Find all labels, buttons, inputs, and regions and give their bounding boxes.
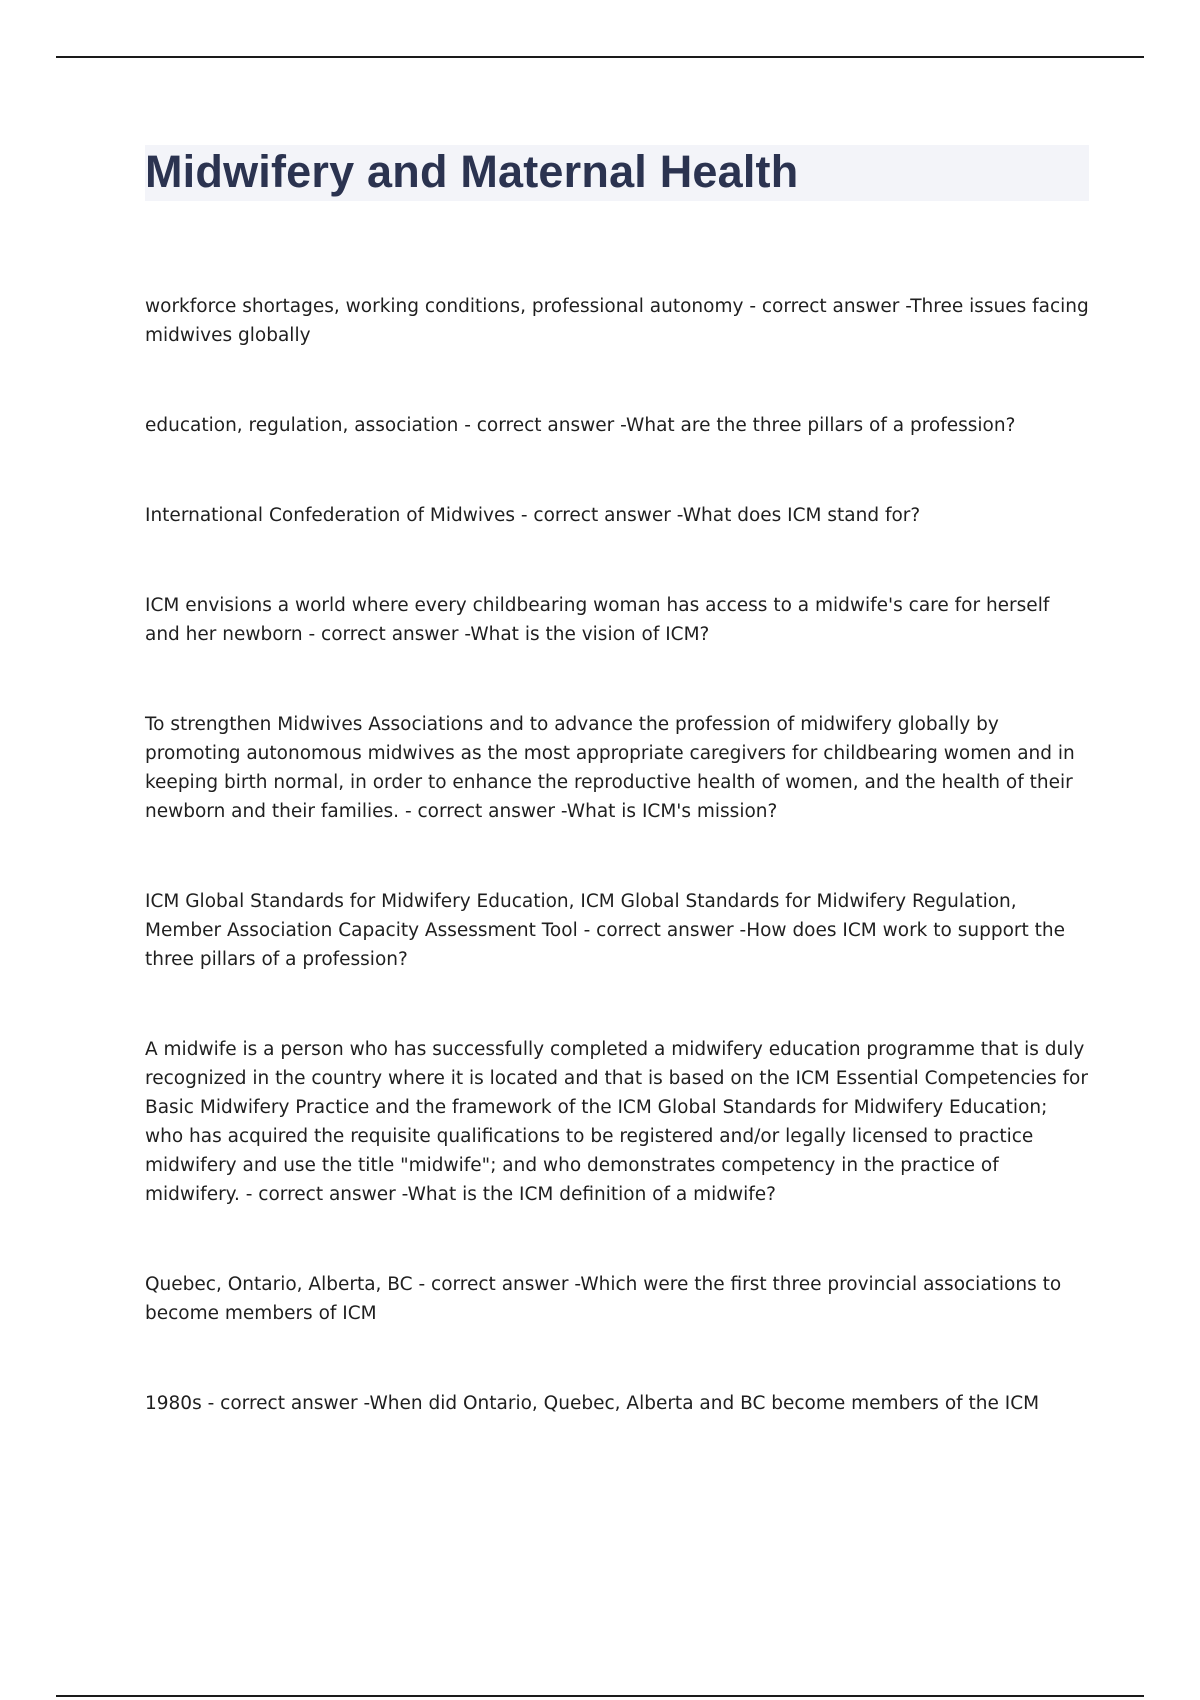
answer-text: ICM envisions a world where every childbearing woman has access to a midwife's care for herself and her newborn <box>145 595 1050 645</box>
top-rule <box>56 56 1144 58</box>
question-text: Three issues facing midwives globally <box>145 296 1089 346</box>
answer-text: International Confederation of Midwives <box>145 505 515 526</box>
answer-text: ICM Global Standards for Midwifery Education, ICM Global Standards for Midwifery Regulation, Member Association Capacity Assessment Tool <box>145 891 1017 941</box>
question-text: Which were the first three provincial associations to become members of ICM <box>145 1274 1062 1324</box>
answer-separator: - correct answer - <box>399 801 567 822</box>
answer-separator: - correct answer - <box>239 1184 408 1205</box>
question-text: What are the three pillars of a profession? <box>626 415 1016 436</box>
answer-text: 1980s <box>145 1393 202 1414</box>
answer-text: To strengthen Midwives Associations and to advance the profession of midwifery globally by promoting autonomous midwives as the most appropriate caregivers for childbearing women and in keeping birth normal, in order to enhance the reproductive health of women, and the health of their newborn and their families. <box>145 714 1075 822</box>
bottom-rule <box>56 1695 1144 1697</box>
answer-text: education, regulation, association <box>145 415 459 436</box>
answer-separator: - correct answer - <box>412 1274 581 1295</box>
answer-separator: - correct answer - <box>743 296 911 317</box>
question-text: What does ICM stand for? <box>682 505 921 526</box>
page-title: Midwifery and Maternal Health <box>145 146 799 197</box>
qa-entry-4 <box>145 591 1090 649</box>
question-text: When did Ontario, Quebec, Alberta and BC become members of the ICM <box>369 1393 1040 1414</box>
answer-separator: - correct answer - <box>458 415 627 436</box>
question-text: What is the ICM definition of a midwife? <box>407 1184 776 1205</box>
qa-entry-7 <box>145 1035 1090 1209</box>
qa-entry-2 <box>145 411 1090 440</box>
answer-text: A midwife is a person who has successfully completed a midwifery education programme that is duly recognized in the country where it is located and that is based on the ICM Essential Competencies for Basic Midwifery Practice and the framework of the ICM Global Standards for Midwifery Education; who has acquired the requisite qualifications to be registered and/or legally licensed to practice midwifery and use the title "midwife"; and who demonstrates competency in the practice of midwifery. <box>145 1039 1088 1205</box>
answer-text: workforce shortages, working conditions, professional autonomy <box>145 296 744 317</box>
qa-list <box>145 292 1090 1418</box>
qa-entry-9 <box>145 1389 1090 1418</box>
qa-entry-5 <box>145 710 1090 826</box>
question-text: What is ICM's mission? <box>566 801 778 822</box>
answer-separator: - correct answer - <box>577 920 747 941</box>
question-text: How does ICM work to support the three pillars of a profession? <box>145 920 1065 970</box>
qa-entry-8 <box>145 1270 1090 1328</box>
answer-text: Quebec, Ontario, Alberta, BC <box>145 1274 413 1295</box>
answer-separator: - correct answer - <box>515 505 683 526</box>
answer-separator: - correct answer - <box>302 624 471 645</box>
qa-entry-1 <box>145 292 1090 350</box>
qa-entry-3 <box>145 501 1090 530</box>
qa-entry-6 <box>145 887 1090 974</box>
answer-separator: - correct answer - <box>201 1393 370 1414</box>
question-text: What is the vision of ICM? <box>470 624 710 645</box>
